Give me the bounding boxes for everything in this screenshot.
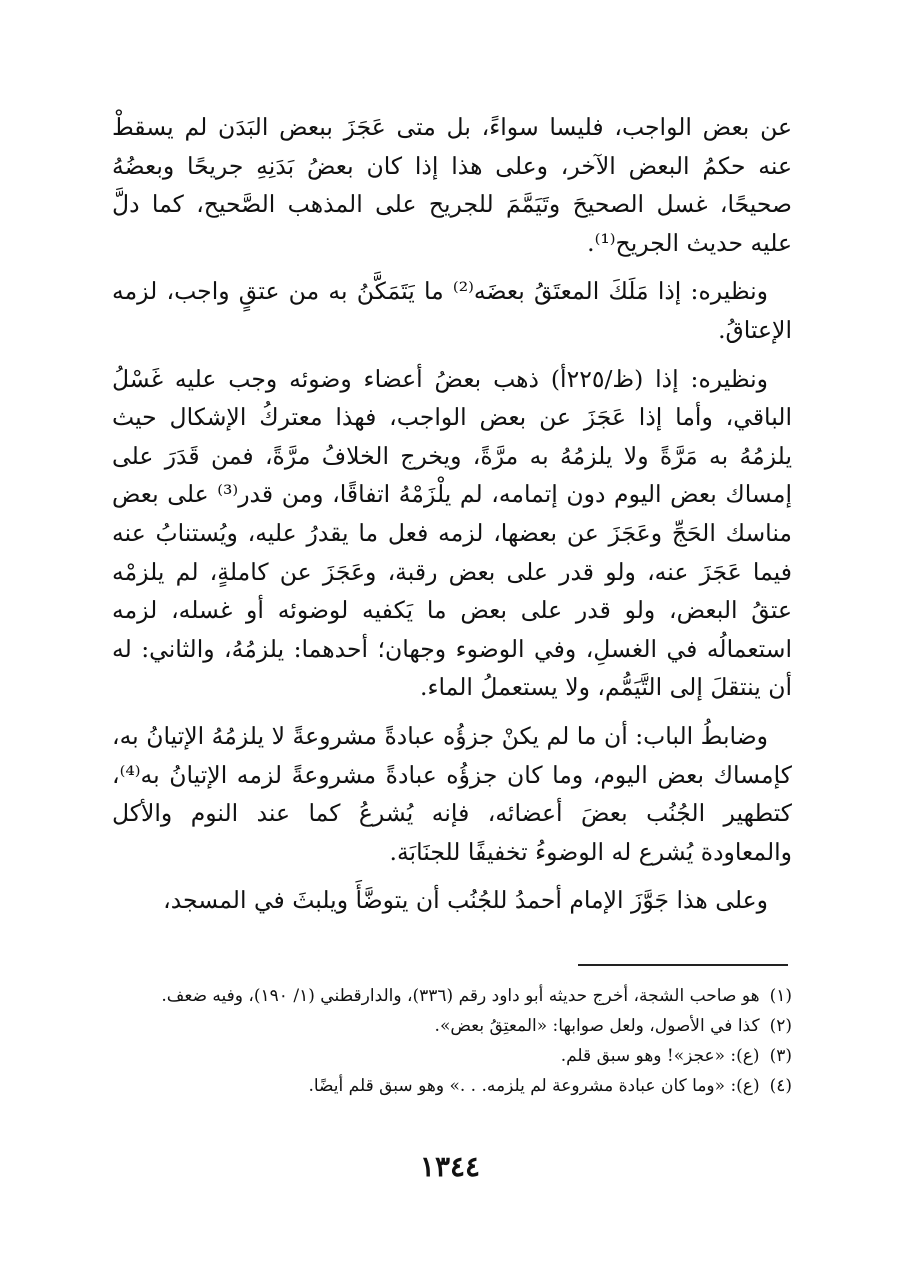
footnote-4 xyxy=(112,1072,792,1100)
footnote-number: (١) xyxy=(769,986,792,1006)
body-paragraph: وعلى هذا جَوَّزَ الإمام أحمدُ للجُنُب أن يتوضَّأَ ويلبثَ في المسجد، xyxy=(163,886,768,915)
footnote-text: هو صاحب الشجة، أخرج حديثه أبو داود رقم (٣٣٦)، والدارقطني (١/ ١٩٠)، وفيه ضعف. xyxy=(161,986,760,1006)
footnote-3 xyxy=(112,1042,792,1070)
footnote-1 xyxy=(112,982,792,1010)
footnote-number: (٢) xyxy=(769,1016,792,1036)
footnote-number: (٣) xyxy=(769,1046,792,1066)
footnote-text: (ع): «وما كان عبادة مشروعة لم يلزمه. . .» وهو سبق قلم أيضًا. xyxy=(308,1076,760,1096)
footnotes xyxy=(112,982,792,1102)
footnote-divider xyxy=(578,964,788,966)
main-text-body xyxy=(112,108,792,930)
body-paragraph: ونظيره: إذا مَلَكَ المعتَقُ بعضَه⁽²⁾ ما يَتَمَكَّنُ به من عتقٍ واجب، لزمه الإعتاقُ. xyxy=(112,277,792,344)
footnote-text: كذا في الأصول، ولعل صوابها: «المعتِقُ بعض». xyxy=(434,1016,760,1036)
footnote-2 xyxy=(112,1012,792,1040)
footnote-number: (٤) xyxy=(769,1076,792,1096)
body-paragraph: وضابطُ الباب: أن ما لم يكنْ جزؤُه عبادةً مشروعةً لا يلزمُهُ الإتيانُ به، كإمساك بعض اليوم، وما كان جزؤُه عبادةً مشروعةً لزمه الإتيانُ به⁽⁴⁾، كتطهير الجُنُب بعضَ أعضائه، فإنه يُشرعُ كما عند النوم والأكل والمعاودة يُشرع له الوضوءُ تخفيفًا للجنَابَة. xyxy=(112,721,792,866)
page-number: ١٣٤٤ xyxy=(419,1150,481,1183)
body-paragraph: ونظيره: إذا (ظ/٢٢٥أ) ذهب بعضُ أعضاء وضوئه وجب عليه غَسْلُ الباقي، وأما إذا عَجَزَ عن بعض الواجب، فهذا معتركُ الإشكال حيث يلزمُهُ به مَرَّةً ولا يلزمُهُ به مرَّةً، ويخرج الخلافُ مرَّةً، فمن قَدَرَ على إمساك بعض اليوم دون إتمامه، لم يلْزَمْهُ اتفاقًا، ومن قدر⁽³⁾ على بعض مناسك الحَجِّ وعَجَزَ عن بعضها، لزمه فعل ما يقدرُ عليه، ويُستنابُ عنه فيما عَجَزَ عنه، ولو قدر على بعض رقبة، وعَجَزَ عن كاملةٍ، لم يلزمْه عتقُ البعض، ولو قدر على بعض ما يَكفيه لوضوئه أو غسله، لزمه استعمالُه في الغسلِ، وفي الوضوء وجهان؛ أحدهما: يلزمُهُ، والثاني: له أن ينتقلَ إلى التَّيَمُّم، ولا يستعملُ الماء. xyxy=(112,364,792,702)
footnote-text: (ع): «عجز»! وهو سبق قلم. xyxy=(560,1046,760,1066)
body-paragraph: عن بعض الواجب، فليسا سواءً، بل متى عَجَزَ ببعض البَدَن لم يسقطْ عنه حكمُ البعض الآخر، وعلى هذا إذا كان بعضُ بَدَنِهِ جريحًا وبعضُهُ صحيحًا، غسل الصحيحَ وتَيَمَّمَ للجريح على المذهب الصَّحيح، كما دلَّ عليه حديث الجريح⁽¹⁾. xyxy=(112,113,792,257)
